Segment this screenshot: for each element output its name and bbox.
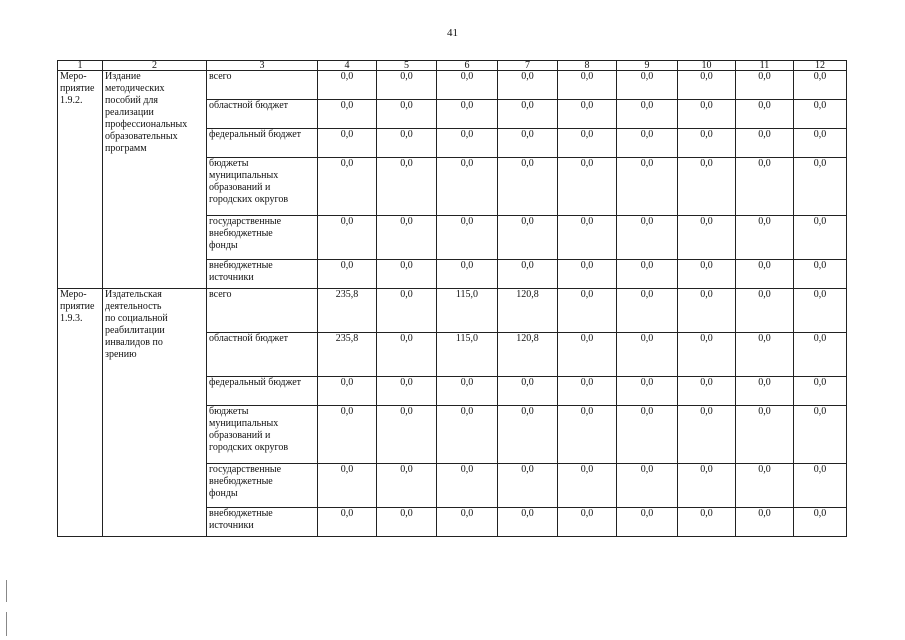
funding-source <box>207 508 318 537</box>
amount-cell: 0,0 <box>377 333 437 377</box>
amount-cell: 0,0 <box>377 71 437 100</box>
amount-cell: 0,0 <box>558 129 617 158</box>
amount-cell: 0,0 <box>794 129 847 158</box>
amount-cell: 0,0 <box>437 508 498 537</box>
amount-cell: 0,0 <box>558 100 617 129</box>
amount-cell: 0,0 <box>617 260 678 289</box>
activity-name-line: зрению <box>105 349 137 360</box>
activity-name-line: по социальной <box>105 313 168 324</box>
amount-cell: 0,0 <box>498 129 558 158</box>
funding-source-line: государственные <box>209 216 282 227</box>
amount-cell: 0,0 <box>318 158 377 216</box>
funding-source-line: городских округов <box>209 442 289 453</box>
amount-cell: 0,0 <box>617 158 678 216</box>
amount-cell: 0,0 <box>617 100 678 129</box>
amount-cell: 0,0 <box>678 129 736 158</box>
amount-cell: 0,0 <box>736 129 794 158</box>
amount-cell: 0,0 <box>794 158 847 216</box>
amount-cell: 0,0 <box>558 158 617 216</box>
funding-source-line: муниципальных <box>209 418 279 429</box>
column-number: 7 <box>498 61 558 71</box>
amount-cell: 0,0 <box>736 100 794 129</box>
amount-cell: 0,0 <box>558 377 617 406</box>
funding-source-line: фонды <box>209 488 238 499</box>
amount-cell: 0,0 <box>678 71 736 100</box>
amount-cell: 0,0 <box>558 333 617 377</box>
funding-source-line: бюджеты <box>209 158 249 169</box>
amount-cell: 0,0 <box>678 289 736 333</box>
amount-cell: 0,0 <box>794 333 847 377</box>
amount-cell: 235,8 <box>318 333 377 377</box>
column-number: 10 <box>678 61 736 71</box>
amount-cell: 0,0 <box>617 289 678 333</box>
amount-cell: 0,0 <box>678 333 736 377</box>
amount-cell: 0,0 <box>558 508 617 537</box>
amount-cell: 0,0 <box>498 158 558 216</box>
funding-source-line: внебюджетные <box>209 228 273 239</box>
funding-source-line: внебюджетные <box>209 476 273 487</box>
amount-cell: 0,0 <box>736 158 794 216</box>
amount-cell: 0,0 <box>794 100 847 129</box>
page-number: 41 <box>447 27 458 39</box>
activity-code-line: Меро- <box>60 289 87 300</box>
activity-name-line: Издательская <box>105 289 162 300</box>
funding-source-line: областной бюджет <box>209 333 289 344</box>
activity-name-line: профессиональных <box>105 119 188 130</box>
funding-source-line: внебюджетные <box>209 260 273 271</box>
funding-source <box>207 289 318 333</box>
amount-cell: 0,0 <box>558 216 617 260</box>
amount-cell: 0,0 <box>377 216 437 260</box>
amount-cell: 0,0 <box>558 260 617 289</box>
amount-cell: 0,0 <box>678 377 736 406</box>
funding-source-line: источники <box>209 272 254 283</box>
amount-cell: 0,0 <box>617 377 678 406</box>
funding-source <box>207 129 318 158</box>
amount-cell: 0,0 <box>617 406 678 464</box>
amount-cell: 0,0 <box>498 216 558 260</box>
scan-mark <box>6 612 7 636</box>
amount-cell: 0,0 <box>794 406 847 464</box>
activity-name-line: методических <box>105 83 165 94</box>
amount-cell: 0,0 <box>794 377 847 406</box>
activity-code <box>58 289 103 537</box>
amount-cell: 0,0 <box>318 508 377 537</box>
activity-name-line: реабилитации <box>105 325 165 336</box>
amount-cell: 0,0 <box>794 260 847 289</box>
activity-name-line: деятельность <box>105 301 162 312</box>
amount-cell: 0,0 <box>377 129 437 158</box>
budget-table <box>57 60 847 537</box>
activity-code-line: приятие <box>60 83 95 94</box>
amount-cell: 0,0 <box>318 129 377 158</box>
activity-name-line: программ <box>105 143 147 154</box>
amount-cell: 0,0 <box>498 260 558 289</box>
funding-source <box>207 158 318 216</box>
activity-name-line: образовательных <box>105 131 178 142</box>
amount-cell: 0,0 <box>318 216 377 260</box>
column-number: 3 <box>207 61 318 71</box>
amount-cell: 0,0 <box>498 464 558 508</box>
funding-source-line: городских округов <box>209 194 289 205</box>
amount-cell: 0,0 <box>736 260 794 289</box>
amount-cell: 0,0 <box>617 71 678 100</box>
activity-name-line: Издание <box>105 71 141 82</box>
funding-source-line: всего <box>209 289 232 300</box>
amount-cell: 0,0 <box>377 508 437 537</box>
amount-cell: 0,0 <box>437 464 498 508</box>
amount-cell: 0,0 <box>377 464 437 508</box>
amount-cell: 0,0 <box>377 260 437 289</box>
column-number: 12 <box>794 61 847 71</box>
column-number: 4 <box>318 61 377 71</box>
activity-name <box>103 71 207 289</box>
funding-source-line: областной бюджет <box>209 100 289 111</box>
amount-cell: 0,0 <box>617 129 678 158</box>
amount-cell: 0,0 <box>377 377 437 406</box>
amount-cell: 0,0 <box>377 100 437 129</box>
funding-source <box>207 71 318 100</box>
amount-cell: 0,0 <box>318 464 377 508</box>
amount-cell: 115,0 <box>437 289 498 333</box>
amount-cell: 0,0 <box>318 260 377 289</box>
amount-cell: 0,0 <box>377 289 437 333</box>
column-number-row <box>58 61 847 71</box>
table-row <box>58 289 847 333</box>
funding-source-line: федеральный бюджет <box>209 377 302 388</box>
funding-source-line: бюджеты <box>209 406 249 417</box>
column-number: 11 <box>736 61 794 71</box>
activity-name-line: инвалидов по <box>105 337 163 348</box>
scan-mark <box>6 580 7 602</box>
amount-cell: 0,0 <box>794 71 847 100</box>
amount-cell: 0,0 <box>678 406 736 464</box>
funding-source <box>207 406 318 464</box>
amount-cell: 0,0 <box>498 508 558 537</box>
amount-cell: 0,0 <box>437 260 498 289</box>
amount-cell: 0,0 <box>794 216 847 260</box>
amount-cell: 0,0 <box>794 508 847 537</box>
amount-cell: 0,0 <box>794 464 847 508</box>
amount-cell: 0,0 <box>617 333 678 377</box>
activity-code-line: приятие <box>60 301 95 312</box>
activity-code-line: 1.9.3. <box>60 313 83 324</box>
funding-source-line: внебюджетные <box>209 508 273 519</box>
funding-source <box>207 260 318 289</box>
activity-code-line: 1.9.2. <box>60 95 83 106</box>
funding-source-line: образований и <box>209 430 271 441</box>
amount-cell: 0,0 <box>558 289 617 333</box>
amount-cell: 120,8 <box>498 333 558 377</box>
amount-cell: 0,0 <box>736 216 794 260</box>
funding-source <box>207 377 318 406</box>
amount-cell: 0,0 <box>794 289 847 333</box>
funding-source <box>207 216 318 260</box>
amount-cell: 0,0 <box>736 289 794 333</box>
amount-cell: 0,0 <box>318 377 377 406</box>
funding-source-line: государственные <box>209 464 282 475</box>
activity-code <box>58 71 103 289</box>
amount-cell: 0,0 <box>736 377 794 406</box>
funding-source-line: федеральный бюджет <box>209 129 302 140</box>
amount-cell: 0,0 <box>678 158 736 216</box>
activity-name-line: реализации <box>105 107 154 118</box>
amount-cell: 0,0 <box>558 71 617 100</box>
amount-cell: 0,0 <box>437 158 498 216</box>
funding-source-line: всего <box>209 71 232 82</box>
amount-cell: 0,0 <box>437 129 498 158</box>
funding-source <box>207 464 318 508</box>
column-number: 8 <box>558 61 617 71</box>
amount-cell: 0,0 <box>558 464 617 508</box>
column-number: 2 <box>103 61 207 71</box>
amount-cell: 0,0 <box>498 100 558 129</box>
amount-cell: 0,0 <box>736 464 794 508</box>
column-number: 9 <box>617 61 678 71</box>
amount-cell: 0,0 <box>678 464 736 508</box>
amount-cell: 0,0 <box>498 377 558 406</box>
amount-cell: 0,0 <box>678 508 736 537</box>
amount-cell: 0,0 <box>678 260 736 289</box>
amount-cell: 0,0 <box>617 464 678 508</box>
funding-source-line: образований и <box>209 182 271 193</box>
amount-cell: 0,0 <box>498 406 558 464</box>
activity-name-line: пособий для <box>105 95 159 106</box>
amount-cell: 0,0 <box>678 216 736 260</box>
amount-cell: 0,0 <box>736 508 794 537</box>
amount-cell: 0,0 <box>318 406 377 464</box>
column-number: 1 <box>58 61 103 71</box>
amount-cell: 0,0 <box>377 406 437 464</box>
amount-cell: 235,8 <box>318 289 377 333</box>
amount-cell: 0,0 <box>736 71 794 100</box>
amount-cell: 115,0 <box>437 333 498 377</box>
column-number: 5 <box>377 61 437 71</box>
funding-source <box>207 333 318 377</box>
amount-cell: 0,0 <box>318 71 377 100</box>
amount-cell: 0,0 <box>318 100 377 129</box>
amount-cell: 0,0 <box>437 100 498 129</box>
amount-cell: 0,0 <box>437 216 498 260</box>
amount-cell: 0,0 <box>558 406 617 464</box>
amount-cell: 0,0 <box>617 508 678 537</box>
amount-cell: 0,0 <box>437 406 498 464</box>
funding-source-line: муниципальных <box>209 170 279 181</box>
activity-code-line: Меро- <box>60 71 87 82</box>
column-number: 6 <box>437 61 498 71</box>
amount-cell: 0,0 <box>377 158 437 216</box>
amount-cell: 0,0 <box>437 71 498 100</box>
amount-cell: 0,0 <box>736 333 794 377</box>
amount-cell: 0,0 <box>736 406 794 464</box>
amount-cell: 0,0 <box>678 100 736 129</box>
amount-cell: 0,0 <box>498 71 558 100</box>
funding-source-line: фонды <box>209 240 238 251</box>
table-row <box>58 71 847 100</box>
funding-source <box>207 100 318 129</box>
funding-source-line: источники <box>209 520 254 531</box>
amount-cell: 120,8 <box>498 289 558 333</box>
amount-cell: 0,0 <box>617 216 678 260</box>
activity-name <box>103 289 207 537</box>
amount-cell: 0,0 <box>437 377 498 406</box>
